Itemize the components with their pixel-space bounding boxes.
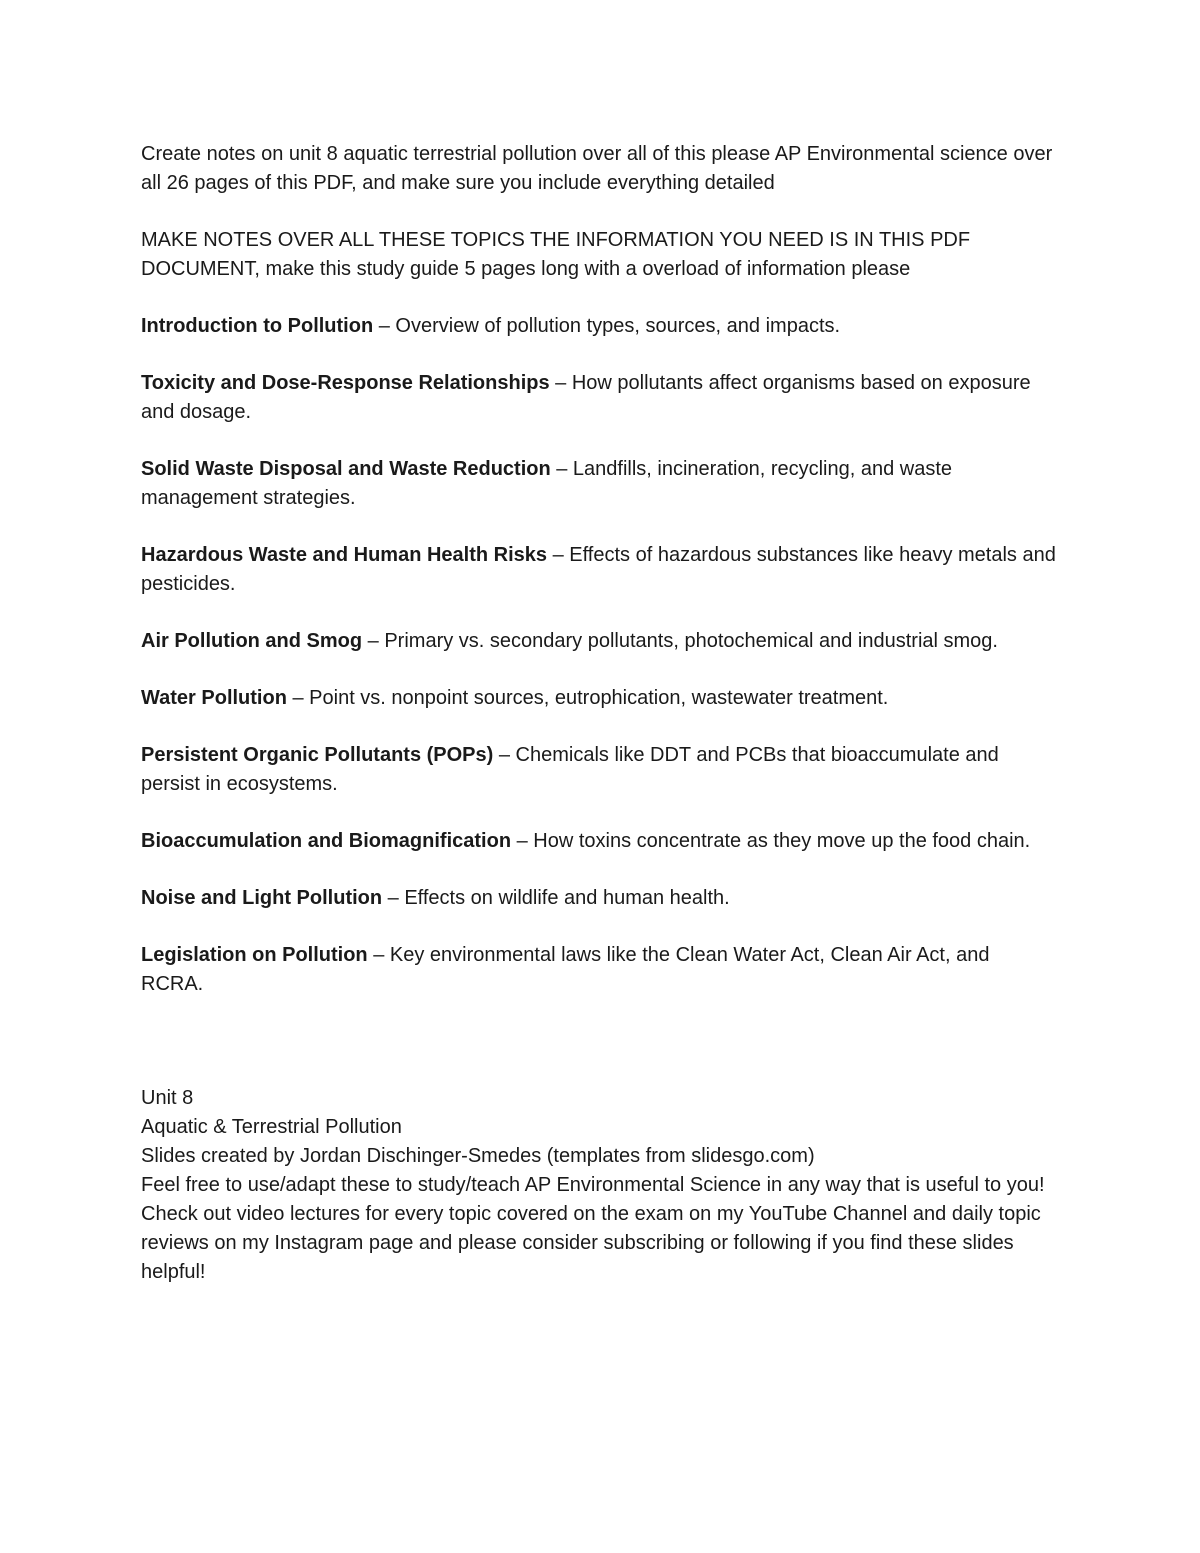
intro-paragraph-2: MAKE NOTES OVER ALL THESE TOPICS THE INFORMATION YOU NEED IS IN THIS PDF DOCUMENT, make this study guide 5 pages long with a overload of information please — [141, 229, 971, 280]
topic-title: Introduction to Pollution — [141, 315, 374, 337]
topic-item — [141, 627, 1056, 656]
topic-description: – Effects of hazardous substances like heavy metals and pesticides. — [141, 544, 1056, 595]
topic-title: Hazardous Waste and Human Health Risks — [141, 544, 548, 566]
intro-paragraph-1: Create notes on unit 8 aquatic terrestrial pollution over all of this please AP Environmental science over all 26 pages of this PDF, and make sure you include everything detailed — [141, 143, 1053, 194]
topic-item — [141, 455, 1056, 513]
unit-instagram-note: reviews on my Instagram page and please consider subscribing or following if you find these slides helpful! — [141, 1232, 1014, 1283]
topic-item — [141, 684, 1056, 713]
topic-item — [141, 541, 1056, 599]
unit-section — [141, 1084, 1056, 1287]
topic-item — [141, 884, 1056, 913]
topic-title: Bioaccumulation and Biomagnification — [141, 830, 512, 852]
topic-title: Water Pollution — [141, 687, 287, 709]
unit-usage-note: Feel free to use/adapt these to study/teach AP Environmental Science in any way that is useful to you! — [141, 1174, 1045, 1196]
topic-description: – Chemicals like DDT and PCBs that bioaccumulate and persist in ecosystems. — [141, 744, 999, 795]
section-spacer — [141, 1027, 1056, 1084]
topic-title: Persistent Organic Pollutants (POPs) — [141, 744, 494, 766]
topic-title: Toxicity and Dose-Response Relationships — [141, 372, 550, 394]
topic-description: – Point vs. nonpoint sources, eutrophication, wastewater treatment. — [286, 687, 889, 709]
topic-item — [141, 941, 1056, 999]
topic-title: Legislation on Pollution — [141, 944, 368, 966]
unit-video-note: Check out video lectures for every topic covered on the exam on my YouTube Channel and daily topic — [141, 1203, 1041, 1225]
topic-title: Air Pollution and Smog — [141, 630, 363, 652]
unit-number: Unit 8 — [141, 1087, 194, 1109]
topic-title: Solid Waste Disposal and Waste Reduction — [141, 458, 551, 480]
topic-description: – Primary vs. secondary pollutants, photochemical and industrial smog. — [362, 630, 998, 652]
topic-description: – How toxins concentrate as they move up the food chain. — [511, 830, 1031, 852]
topic-description: – Landfills, incineration, recycling, and waste management strategies. — [141, 458, 953, 509]
topic-item — [141, 312, 1056, 341]
topic-description: – How pollutants affect organisms based on exposure and dosage. — [141, 372, 1031, 423]
topic-description: – Overview of pollution types, sources, and impacts. — [373, 315, 841, 337]
topic-item — [141, 369, 1056, 427]
unit-credits: Slides created by Jordan Dischinger-Smedes (templates from slidesgo.com) — [141, 1145, 815, 1167]
topic-item — [141, 827, 1056, 856]
unit-title: Aquatic & Terrestrial Pollution — [141, 1116, 402, 1138]
document-body — [141, 140, 1056, 1287]
topic-description: – Key environmental laws like the Clean Water Act, Clean Air Act, and RCRA. — [141, 944, 990, 995]
topic-item — [141, 741, 1056, 799]
topic-description: – Effects on wildlife and human health. — [382, 887, 730, 909]
topic-title: Noise and Light Pollution — [141, 887, 383, 909]
